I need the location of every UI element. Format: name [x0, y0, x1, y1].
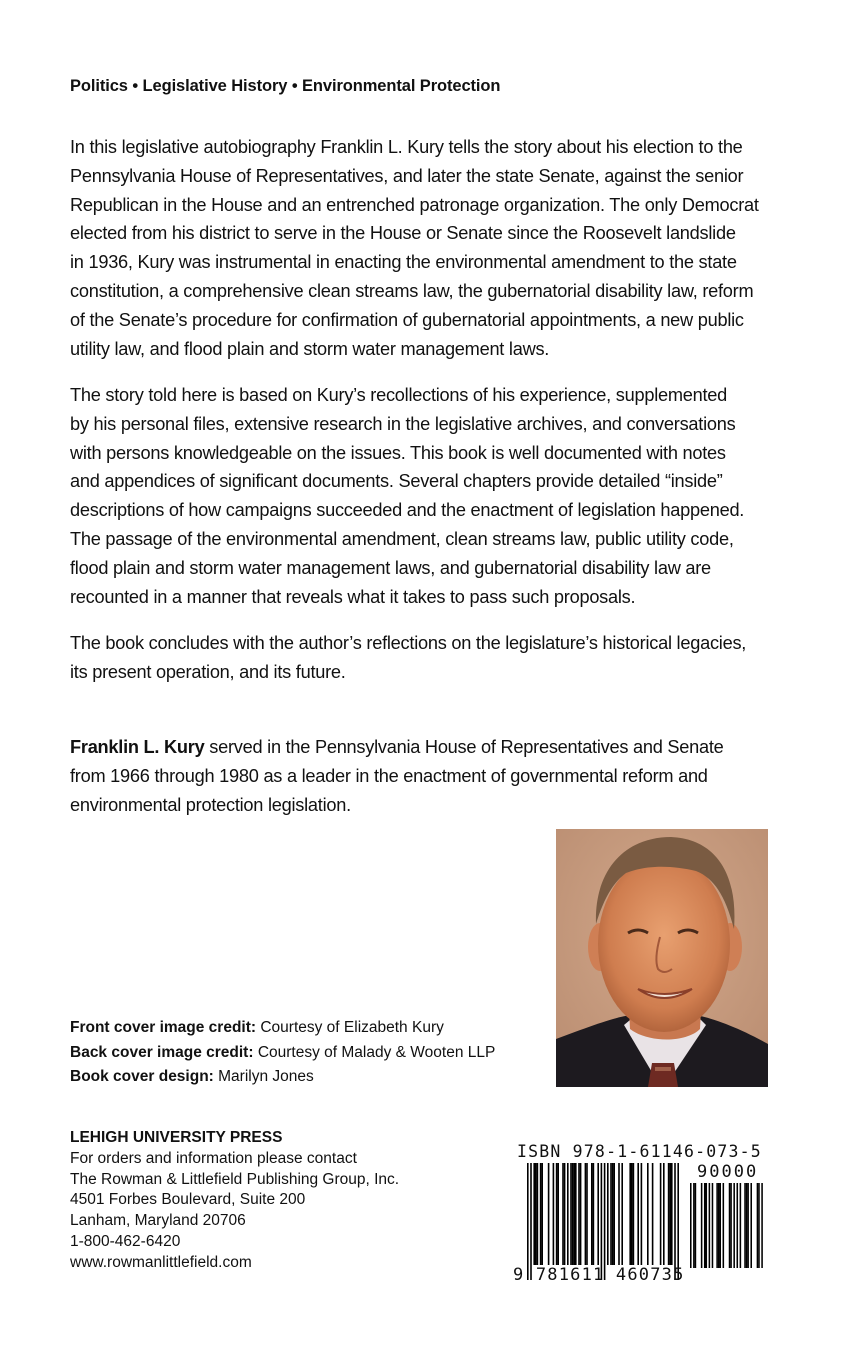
author-portrait-illustration	[556, 829, 768, 1087]
barcode-bar	[572, 1163, 574, 1265]
barcode-bar	[668, 1163, 670, 1265]
bio-text: served in the Pennsylvania House of Representatives and Senate	[204, 737, 724, 757]
text-line: The book concludes with the author’s reflections on the legislature’s historical legacies,	[70, 633, 747, 653]
barcode-guard-bar	[601, 1163, 603, 1280]
credit-label: Front cover image credit:	[70, 1019, 257, 1036]
barcode-bar	[585, 1163, 587, 1265]
barcode-bar	[557, 1163, 559, 1265]
barcode-bar	[553, 1163, 555, 1265]
publisher-city: Lanham, Maryland 20706	[70, 1212, 246, 1230]
barcode-bar	[564, 1163, 566, 1265]
barcode-guard-bar	[530, 1163, 532, 1280]
barcode-bar	[641, 1163, 643, 1265]
subject-categories: Politics • Legislative History • Environmental Protection	[70, 77, 501, 95]
barcode-addon-bar	[695, 1183, 697, 1268]
publisher-name: LEHIGH UNIVERSITY PRESS	[70, 1129, 283, 1146]
publisher-line: The Rowman & Littlefield Publishing Group, Inc.	[70, 1170, 400, 1188]
barcode-guard-bar	[674, 1163, 676, 1280]
publisher-phone: 1-800-462-6420	[70, 1232, 181, 1250]
barcode-bar	[575, 1163, 577, 1265]
credit-cover-design	[70, 1065, 495, 1090]
barcode-bar	[597, 1163, 599, 1265]
text-line: recounted in a manner that reveals what it takes to pass such proposals.	[70, 586, 636, 607]
barcode-bar	[537, 1163, 539, 1265]
barcode-bar	[612, 1163, 614, 1265]
text-line: by his personal files, extensive research in the legislative archives, and conversations	[70, 413, 736, 434]
barcode-addon-bar	[701, 1183, 703, 1268]
barcode-bar	[578, 1163, 580, 1265]
barcode-addon-bar	[690, 1183, 692, 1268]
barcode-addon-bar	[723, 1183, 725, 1268]
image-credits	[70, 1016, 495, 1090]
publisher-address: 4501 Forbes Boulevard, Suite 200	[70, 1191, 306, 1209]
author-name: Franklin L. Kury	[70, 737, 205, 757]
barcode-bar	[580, 1163, 582, 1265]
barcode-addon-bar	[712, 1183, 714, 1268]
barcode-bar	[637, 1163, 639, 1265]
publisher-line: For orders and information please contact	[70, 1149, 357, 1167]
barcode-bar	[570, 1163, 572, 1265]
barcode-bar	[593, 1163, 595, 1265]
barcode-bar	[629, 1163, 631, 1265]
barcode-addon-bar	[709, 1183, 711, 1268]
text-line: descriptions of how campaigns succeeded and the enactment of legislation happened.	[70, 500, 745, 521]
credit-front-cover	[70, 1016, 495, 1041]
credit-value: Courtesy of Malady & Wooten LLP	[253, 1043, 496, 1061]
barcode-addon-bar	[716, 1183, 718, 1268]
barcode-addon-bar	[706, 1183, 708, 1268]
description-paragraph-2	[70, 381, 790, 611]
barcode-guard-bar	[527, 1163, 529, 1280]
barcode-bar	[633, 1163, 635, 1265]
text-line: Pennsylvania House of Representatives, and later the state Senate, against the senior	[70, 165, 744, 186]
barcode-bar	[669, 1163, 671, 1265]
barcode-bar	[591, 1163, 593, 1265]
barcode-bar	[573, 1163, 575, 1265]
barcode-addon-bar	[730, 1183, 732, 1268]
barcode-addon-bar	[747, 1183, 749, 1268]
text-line: flood plain and storm water management laws, and gubernatorial disability law are	[70, 557, 711, 578]
barcode-ean-digits: 9 781611 460735	[513, 1265, 685, 1285]
barcode-bar	[548, 1163, 550, 1265]
barcode-bar	[647, 1163, 649, 1265]
barcode-guard-bar	[677, 1163, 679, 1280]
text-line: utility law, and flood plain and storm water management laws.	[70, 338, 550, 359]
barcode-bar	[660, 1163, 662, 1265]
isbn-label: ISBN 978-1-61146-073-5	[517, 1142, 762, 1161]
barcode-addon-bar	[704, 1183, 706, 1268]
text-line: of the Senate’s procedure for confirmation of gubernatorial appointments, a new public	[70, 309, 744, 330]
text-line: environmental protection legislation.	[70, 794, 351, 815]
barcode-addon-bar	[718, 1183, 720, 1268]
text-line: in 1936, Kury was instrumental in enacting the environmental amendment to the state	[70, 252, 737, 273]
text-line: with persons knowledgeable on the issues. This book is well documented with notes	[70, 442, 726, 463]
barcode-bar	[556, 1163, 558, 1265]
text-line: its present operation, and its future.	[70, 661, 346, 682]
barcode-bar	[535, 1163, 537, 1265]
barcode-guard-bar	[604, 1163, 606, 1280]
barcode-bar	[562, 1163, 564, 1265]
text-line: The story told here is based on Kury’s recollections of his experience, supplemented	[70, 385, 728, 405]
credit-value: Marilyn Jones	[213, 1068, 314, 1086]
barcode-addon-bar	[761, 1183, 763, 1268]
publisher-info	[70, 1128, 399, 1274]
barcode-bar	[613, 1163, 615, 1265]
barcode-addon-bar	[740, 1183, 742, 1268]
text-line: The passage of the environmental amendment, clean streams law, public utility code,	[70, 528, 734, 549]
author-bio	[70, 733, 790, 819]
text-line: from 1966 through 1980 as a leader in the enactment of governmental reform and	[70, 765, 708, 786]
barcode-bar	[631, 1163, 633, 1265]
barcode-bar	[610, 1163, 612, 1265]
barcode-bar	[652, 1163, 654, 1265]
barcode-bar	[567, 1163, 569, 1265]
barcode-addon-bar	[733, 1183, 735, 1268]
text-line: and appendices of significant documents. Several chapters provide detailed “inside”	[70, 471, 723, 492]
description-paragraph-1	[70, 133, 790, 363]
credit-back-cover	[70, 1041, 495, 1066]
barcode-bar	[621, 1163, 623, 1265]
barcode-bar	[541, 1163, 543, 1265]
barcode-bar	[533, 1163, 535, 1265]
barcode-addon-bar	[737, 1183, 739, 1268]
barcode-addon-bar	[758, 1183, 760, 1268]
barcode-bar	[607, 1163, 609, 1265]
barcode-bar	[586, 1163, 588, 1265]
barcode-addon-bar	[744, 1183, 746, 1268]
text-line: Republican in the House and an entrenched patronage organization. The only Democrat	[70, 194, 759, 215]
barcode-addon-bar	[750, 1183, 752, 1268]
barcode-bar	[671, 1163, 673, 1265]
barcode-bar	[618, 1163, 620, 1265]
credit-value: Courtesy of Elizabeth Kury	[256, 1019, 444, 1036]
barcode-addon-bar	[746, 1183, 748, 1268]
barcode-addon-digits: 90000	[697, 1162, 759, 1182]
credit-label: Book cover design:	[70, 1068, 214, 1086]
text-line: In this legislative autobiography Franklin L. Kury tells the story about his election to the	[70, 137, 743, 157]
text-line	[70, 733, 790, 762]
barcode-addon-bar	[719, 1183, 721, 1268]
barcode-addon-bar	[693, 1183, 695, 1268]
text-line: constitution, a comprehensive clean streams law, the gubernatorial disability law, reform	[70, 280, 754, 301]
barcode-addon-bar	[729, 1183, 731, 1268]
publisher-website: www.rowmanlittlefield.com	[70, 1253, 252, 1271]
author-photo	[556, 829, 768, 1087]
credit-label: Back cover image credit:	[70, 1043, 254, 1061]
barcode-bar	[663, 1163, 665, 1265]
barcode-bar	[540, 1163, 542, 1265]
barcode-addon-bar	[757, 1183, 759, 1268]
text-line: elected from his district to serve in the House or Senate since the Roosevelt landslide	[70, 223, 736, 244]
description-paragraph-3	[70, 629, 790, 687]
